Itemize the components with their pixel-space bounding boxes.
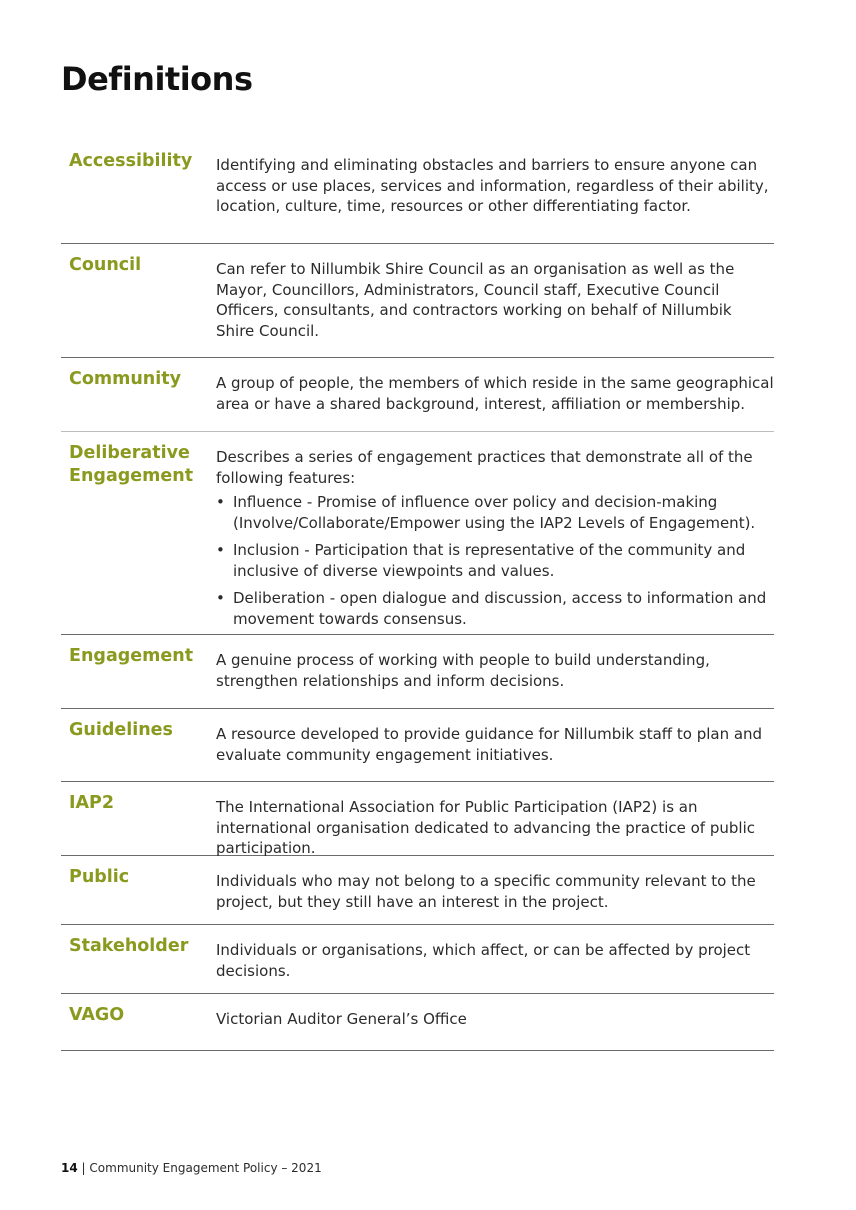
bullet-icon: • — [216, 541, 225, 559]
definition-description — [216, 254, 774, 341]
definition-description — [216, 150, 774, 217]
definition-term: Council — [69, 255, 142, 275]
definition-term: Engagement — [69, 646, 194, 666]
footer-separator: | — [81, 1161, 86, 1175]
definition-text: Identifying and eliminating obstacles and barriers to ensure anyone can access or use places, services and information, regardless of their ability, location, culture, time, resources or other differentiating factor. — [216, 156, 769, 215]
definition-row-guidelines — [61, 709, 774, 782]
definition-term: Public — [69, 867, 130, 887]
definition-term: Guidelines — [69, 720, 173, 740]
definition-description — [216, 792, 774, 859]
definition-term: Deliberative Engagement — [69, 443, 194, 486]
bullet-icon: • — [216, 589, 225, 607]
definition-description — [216, 719, 774, 765]
list-item — [216, 540, 774, 581]
definition-row-engagement — [61, 635, 774, 709]
document-title: Community Engagement Policy – 2021 — [89, 1161, 322, 1175]
list-item — [216, 588, 774, 629]
feature-list — [216, 492, 774, 629]
definition-term: Stakeholder — [69, 936, 189, 956]
page-footer — [61, 1161, 322, 1175]
definition-term: IAP2 — [69, 793, 115, 813]
definition-text: Describes a series of engagement practices that demonstrate all of the following features: — [216, 448, 753, 487]
definition-text: Can refer to Nillumbik Shire Council as an organisation as well as the Mayor, Councillors, Administrators, Council staff, Executive Council Officers, consultants, and contractors working on behalf of Nillumbik Shire Council. — [216, 260, 735, 340]
definition-text: A genuine process of working with people to build understanding, strengthen relationships and inform decisions. — [216, 651, 710, 690]
definition-term: VAGO — [69, 1005, 125, 1025]
definition-description — [216, 1004, 774, 1030]
definition-description — [216, 866, 774, 912]
bullet-icon: • — [216, 493, 225, 511]
definition-text: Individuals who may not belong to a specific community relevant to the project, but they still have an interest in the project. — [216, 872, 756, 911]
list-item-text: Influence - Promise of influence over policy and decision-making (Involve/Collaborate/Empower using the IAP2 Levels of Engagement). — [233, 493, 756, 532]
definition-row-council — [61, 244, 774, 358]
list-item — [216, 492, 774, 533]
definition-text: Individuals or organisations, which affect, or can be affected by project decisions. — [216, 941, 751, 980]
definition-term: Community — [69, 369, 182, 389]
definition-row-iap2 — [61, 782, 774, 856]
definition-text: A resource developed to provide guidance for Nillumbik staff to plan and evaluate community engagement initiatives. — [216, 725, 763, 764]
definition-row-stakeholder — [61, 925, 774, 994]
page-title: Definitions — [61, 60, 253, 98]
definition-row-accessibility — [61, 140, 774, 244]
definition-description — [216, 442, 774, 629]
definition-description — [216, 645, 774, 691]
definition-description — [216, 368, 774, 414]
definitions-table — [61, 140, 774, 1051]
page-number: 14 — [61, 1161, 78, 1175]
list-item-text: Deliberation - open dialogue and discussion, access to information and movement towards consensus. — [233, 589, 767, 628]
definition-description — [216, 935, 774, 981]
list-item-text: Inclusion - Participation that is representative of the community and inclusive of diverse viewpoints and values. — [233, 541, 746, 580]
definition-text: The International Association for Public Participation (IAP2) is an international organisation dedicated to advancing the practice of public participation. — [216, 798, 755, 857]
definition-row-deliberative-engagement — [61, 432, 774, 635]
definition-row-vago — [61, 994, 774, 1051]
definition-row-public — [61, 856, 774, 925]
definition-text: Victorian Auditor General’s Office — [216, 1010, 467, 1028]
definition-row-community — [61, 358, 774, 432]
definition-term: Accessibility — [69, 151, 193, 171]
definition-text: A group of people, the members of which reside in the same geographical area or have a shared background, interest, affiliation or membership. — [216, 374, 774, 413]
